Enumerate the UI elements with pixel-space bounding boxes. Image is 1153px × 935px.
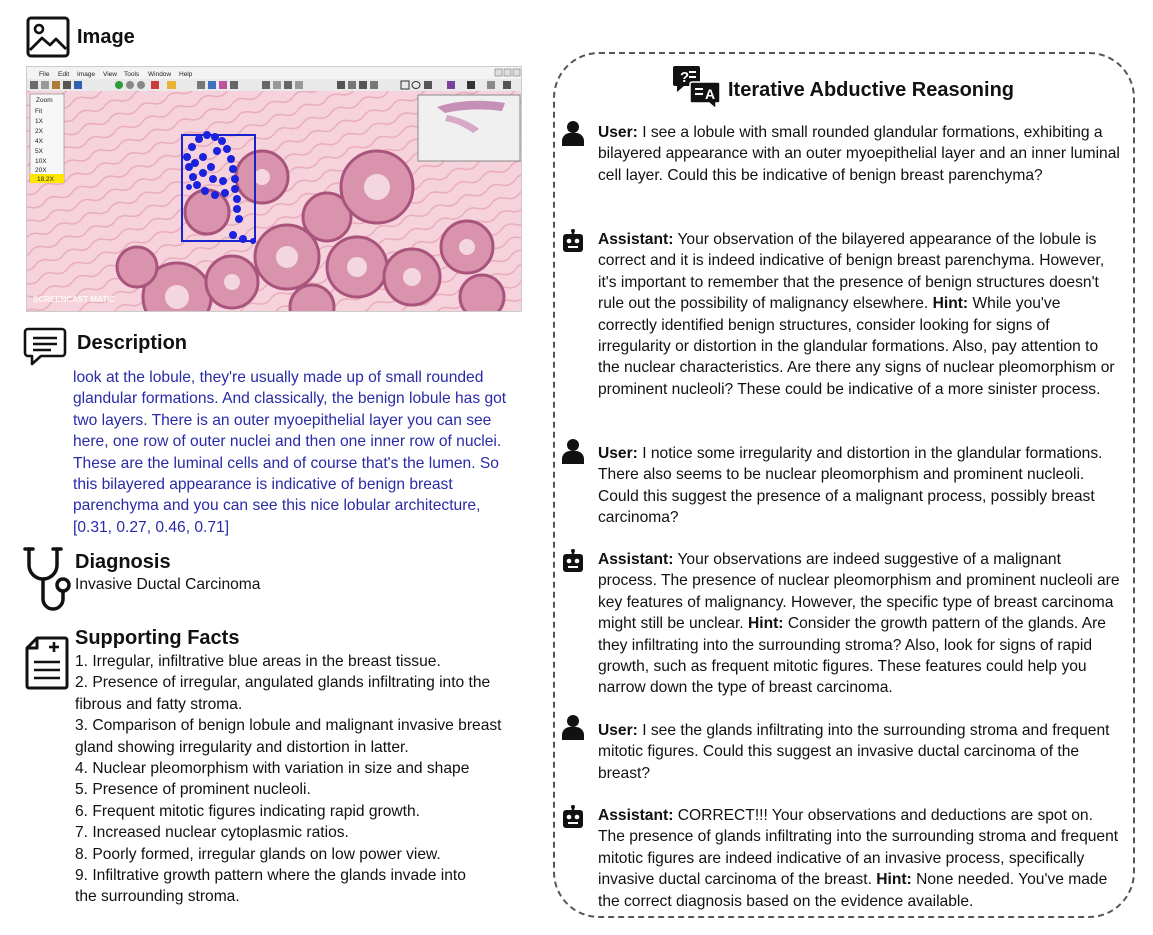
fact-item: 3. Comparison of benign lobule and malignant invasive breast gland showing irregularity and distortion in latter. xyxy=(75,717,502,756)
screencast-watermark: SCREENCAST MATIC xyxy=(33,295,116,304)
stethoscope-icon xyxy=(23,545,73,617)
hint-text: None needed. xyxy=(916,871,1015,889)
speaker-label: Assistant: xyxy=(598,231,674,248)
zoom-panel xyxy=(30,94,64,183)
fact-item: 2. Presence of irregular, angulated glands infiltrating into the fibrous and fatty stroma. xyxy=(75,674,491,713)
chat-bubble-icon xyxy=(23,326,67,366)
description-title: Description xyxy=(77,332,188,354)
dialogue-title: Iterative Abductive Reasoning xyxy=(728,79,1014,101)
menu-edit[interactable]: Edit xyxy=(58,71,70,78)
supporting-facts-title: Supporting Facts xyxy=(75,627,240,649)
menu-file[interactable]: File xyxy=(39,71,50,78)
pathology-viewer-screenshot xyxy=(26,66,522,312)
diagnosis-value: Invasive Ductal Carcinoma xyxy=(75,576,261,593)
window-controls[interactable] xyxy=(495,69,520,76)
menu-tools[interactable]: Tools xyxy=(124,71,140,78)
fact-item: 5. Presence of prominent nucleoli. xyxy=(75,781,311,799)
speaker-label: Assistant: xyxy=(598,551,674,568)
hint-text: Consider the growth pattern of the glands. Are they infiltrating into the surrounding stroma? Also, look for signs of rapid growth, such as frequent mitotic figures. These features could help you narrow down the type of breast carcinoma. xyxy=(598,615,1106,697)
fact-item: 4. Nuclear pleomorphism with variation in size and shape xyxy=(75,760,470,778)
robot-icon xyxy=(562,229,584,253)
dialogue-turn-assistant xyxy=(598,549,1123,699)
menu-image[interactable]: Image xyxy=(77,71,96,78)
speaker-label: User: xyxy=(598,445,638,462)
fact-item: 8. Poorly formed, irregular glands on low power view. xyxy=(75,845,441,863)
dialogue-turn-user xyxy=(598,122,1123,186)
svg-text:?: ? xyxy=(680,69,690,86)
speaker-label: Assistant: xyxy=(598,807,674,824)
zoom-option-1x[interactable]: 1X xyxy=(35,118,43,125)
turn-text: I see a lobule with small rounded glandular formations, exhibiting a bilayered appearance with an outer myoepithelial layer and an inner luminal cell layer. Could this be indicative of benign breast parenchyma? xyxy=(598,124,1120,184)
hint-label: Hint: xyxy=(747,615,784,633)
turn-text: Your observation of the bilayered appearance of the lobule is correct and it is indeed indicative of benign breast parenchyma. However, it's important to remember that the presence of benign structures doesn't rule out the possibility of malignancy elsewhere. xyxy=(598,231,1105,313)
zoom-option-4x[interactable]: 4X xyxy=(35,138,43,145)
dialogue-turn-user xyxy=(598,443,1123,529)
zoom-title: Zoom xyxy=(36,97,53,104)
dialogue-turn-assistant xyxy=(598,805,1123,912)
image-section-title: Image xyxy=(77,26,135,48)
turn-text: I see the glands infiltrating into the surrounding stroma and frequent mitotic figures. Could this suggest an invasive ductal carcinoma of the breast? xyxy=(598,722,1110,782)
svg-text:A: A xyxy=(705,86,716,102)
zoom-current-value: 18.2X xyxy=(37,176,54,183)
diagnosis-title: Diagnosis xyxy=(75,551,171,573)
turn-text: I notice some irregularity and distortion in the glandular formations. There also seems to be nuclear pleomorphism and prominent nucleoli. Could this suggest the presence of a malignant process, possibly breast carcinoma? xyxy=(598,445,1103,527)
question-answer-chat-icon xyxy=(672,64,722,110)
zoom-option-10x[interactable]: 10X xyxy=(35,158,47,165)
robot-icon xyxy=(562,805,584,829)
hint-label: Hint: xyxy=(876,871,912,889)
description-text: look at the lobule, they're usually made up of small rounded glandular formations. And classically, the benign lobule has got two layers. There is an outer myoepithelial layer you can see here, one row of outer nuclei and then one inner row of nuclei. These are the luminal cells and of course that's the lumen. So this bilayered appearance is indicative of benign breast parenchyma and you can see this nice lobular architecture, [0.31, 0.27, 0.46, 0.71] xyxy=(73,369,507,536)
zoom-option-2x[interactable]: 2X xyxy=(35,128,43,135)
fact-item: 1. Irregular, infiltrative blue areas in the breast tissue. xyxy=(75,653,441,670)
image-icon xyxy=(26,16,70,58)
supporting-facts-list xyxy=(75,651,535,908)
user-icon xyxy=(562,438,584,464)
zoom-option-5x[interactable]: 5X xyxy=(35,148,43,155)
fact-item: 9. Infiltrative growth pattern where the glands invade into the surrounding stroma. xyxy=(75,867,466,906)
hint-text: While you've correctly identified benign structures, consider looking for signs of irregularity or distortion in the glandular formations. Also, pay attention to the nuclear characteristics. Are there any signs of nuclear pleomorphism or prominent nucleoli? These could be indicative of a more sinister process. xyxy=(598,295,1115,398)
speaker-label: User: xyxy=(598,124,638,141)
menu-window[interactable]: Window xyxy=(148,71,172,78)
user-icon xyxy=(562,120,584,146)
menu-help[interactable]: Help xyxy=(179,71,193,78)
robot-icon xyxy=(562,549,584,573)
dialogue-turn-user xyxy=(598,720,1123,784)
user-icon xyxy=(562,714,584,740)
zoom-option-20x[interactable]: 20X xyxy=(35,167,47,174)
thumbnail-overview[interactable] xyxy=(418,95,520,161)
speaker-label: User: xyxy=(598,722,638,739)
fact-item: 7. Increased nuclear cytoplasmic ratios. xyxy=(75,824,349,842)
turn-text: Your observations are indeed suggestive of a malignant process. The presence of nuclear pleomorphism and prominent nucleoli are key features of malignancy. However, the specific type of breast carcinoma might still be unclear. xyxy=(598,551,1120,633)
menu-view[interactable]: View xyxy=(103,71,117,78)
fact-item: 6. Frequent mitotic figures indicating rapid growth. xyxy=(75,802,420,820)
turn-text: CORRECT!!! Your observations and deductions are spot on. The presence of glands infiltrating into the surrounding stroma and frequent mitotic figures are indeed indicative of an invasive process, specifically invasive ductal carcinoma of the breast. xyxy=(598,807,1119,889)
report-document-icon xyxy=(25,636,69,690)
hint-label: Hint: xyxy=(932,295,969,313)
turn-closing-text: You've made the correct diagnosis based on the evidence available. xyxy=(598,871,1108,910)
zoom-option-fit[interactable]: Fit xyxy=(35,108,43,115)
dialogue-turn-assistant xyxy=(598,229,1123,400)
